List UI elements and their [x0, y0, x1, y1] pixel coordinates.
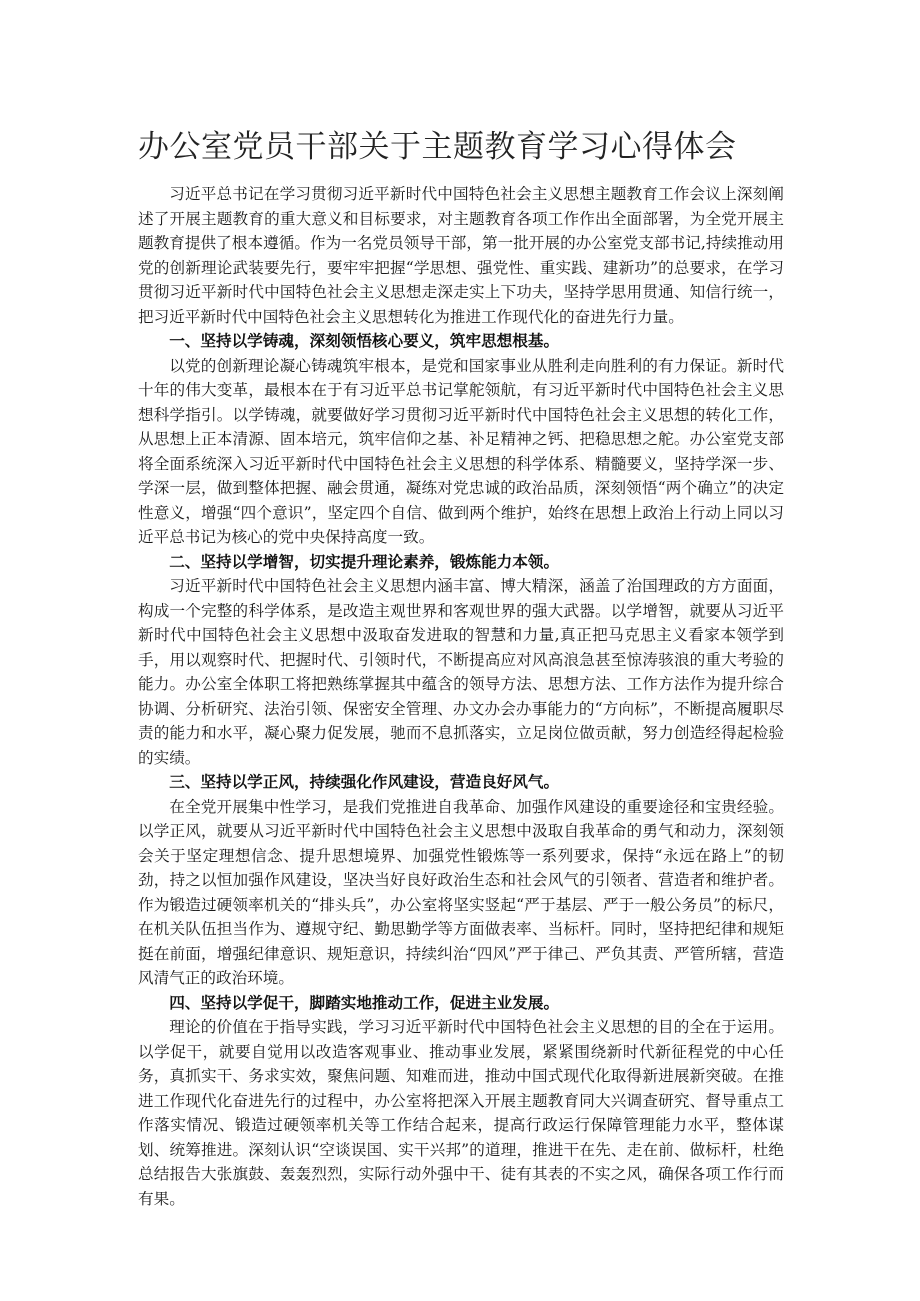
intro-paragraph: 习近平总书记在学习贯彻习近平新时代中国特色社会主义思想主题教育工作会议上深刻阐述了开展主题教育的重大意义和目标要求，对主题教育各项工作作出全面部署，为全党开展主题教育提供了根本遵循。作为一名党员领导干部，第一批开展的办公室党支部书记,持续推动用党的创新理论武装要先行，要牢牢把握“学思想、强党性、重实践、建新功”的总要求，在学习贯彻习近平新时代中国特色社会主义思想走深走实上下功夫，坚持学思用贯通、知信行统一，把习近平新时代中国特色社会主义思想转化为推进工作现代化的奋进先行力量。 [138, 185, 784, 326]
section-4-heading: 四、坚持以学促干，脚踏实地推动工作，促进主业发展。 [169, 992, 560, 1012]
section-1-body: 以党的创新理论凝心铸魂筑牢根本，是党和国家事业从胜利走向胜利的有力保证。新时代十年的伟大变革，最根本在于有习近平总书记掌舵领航，有习近平新时代中国特色社会主义思想科学指引。以学铸魂，就要做好学习贯彻习近平新时代中国特色社会主义思想的转化工作，从思想上正本清源、固本培元，筑牢信仰之基、补足精神之钙、把稳思想之舵。办公室党支部将全面系统深入习近平新时代中国特色社会主义思想的科学体系、精髓要义，坚持学深一步、学深一层，做到整体把握、融会贯通，凝练对党忠诚的政治品质，深刻领悟“两个确立”的决定性意义，增强“四个意识”，坚定四个自信、做到两个维护，始终在思想上政治上行动上同以习近平总书记为核心的党中央保持高度一致。 [138, 356, 784, 546]
document-page [138, 118, 784, 1211]
section-2-heading: 二、坚持以学增智，切实提升理论素养，锻炼能力本领。 [169, 551, 560, 571]
section-2-body: 习近平新时代中国特色社会主义思想内涵丰富、博大精深，涵盖了治国理政的方方面面，构成一个完整的科学体系，是改造主观世界和客观世界的强大武器。以学增智，就要从习近平新时代中国特色社会主义思想中汲取奋发进取的智慧和力量,真正把马克思主义看家本领学到手，用以观察时代、把握时代、引领时代，不断提高应对风高浪急甚至惊涛骇浪的重大考验的能力。办公室全体职工将把熟练掌握其中蕴含的领导方法、思想方法、工作方法作为提升综合协调、分析研究、法治引领、保密安全管理、办文办会办事能力的“方向标”，不断提高履职尽责的能力和水平，凝心聚力促发展，驰而不息抓落实，立足岗位做贡献，努力创造经得起检验的实绩。 [138, 577, 784, 767]
section-3-heading: 三、坚持以学正风，持续强化作风建设，营造良好风气。 [169, 772, 560, 791]
section-1-heading: 一、坚持以学铸魂，深刻领悟核心要义，筑牢思想根基。 [169, 331, 560, 350]
document-title: 办公室党员干部关于主题教育学习心得体会 [138, 129, 737, 165]
section-3-body: 在全党开展集中性学习，是我们党推进自我革命、加强作风建设的重要途径和宝贵经验。以学正风，就要从习近平新时代中国特色社会主义思想中汲取自我革命的勇气和动力，深刻领会关于坚定理想信念、提升思想境界、加强党性锻炼等一系列要求，保持“永远在路上”的韧劲，持之以恒加强作风建设，坚决当好良好政治生态和社会风气的引领者、营造者和维护者。作为锻造过硬领率机关的“排头兵”，办公室将坚实竖起“严于基层、严于一般公务员”的标尺，在机关队伍担当作为、遵规守纪、勤思勤学等方面做表率、当标杆。同时，坚持把纪律和规矩挺在前面，增强纪律意识、规矩意识，持续纠治“四风”严于律己、严负其责、严管所辖，营造风清气正的政治环境。 [138, 797, 784, 987]
section-4-body: 理论的价值在于指导实践，学习习近平新时代中国特色社会主义思想的目的全在于运用。以学促干，就要自觉用以改造客观事业、推动事业发展，紧紧围绕新时代新征程党的中心任务，真抓实干、务求实效，聚焦问题、知难而进，推动中国式现代化取得新进展新突破。在推进工作现代化奋进先行的过程中，办公室将把深入开展主题教育同大兴调查研究、督导重点工作落实情况、锻造过硬领率机关等工作结合起来，提高行政运行保障管理能力水平，整体谋划、统筹推进。深刻认识“空谈误国、实干兴邦”的道理，推进干在先、走在前、做标杆，杜绝总结报告大张旗鼓、轰轰烈烈，实际行动外强中干、徒有其表的不实之风，确保各项工作行而有果。 [138, 1018, 784, 1208]
